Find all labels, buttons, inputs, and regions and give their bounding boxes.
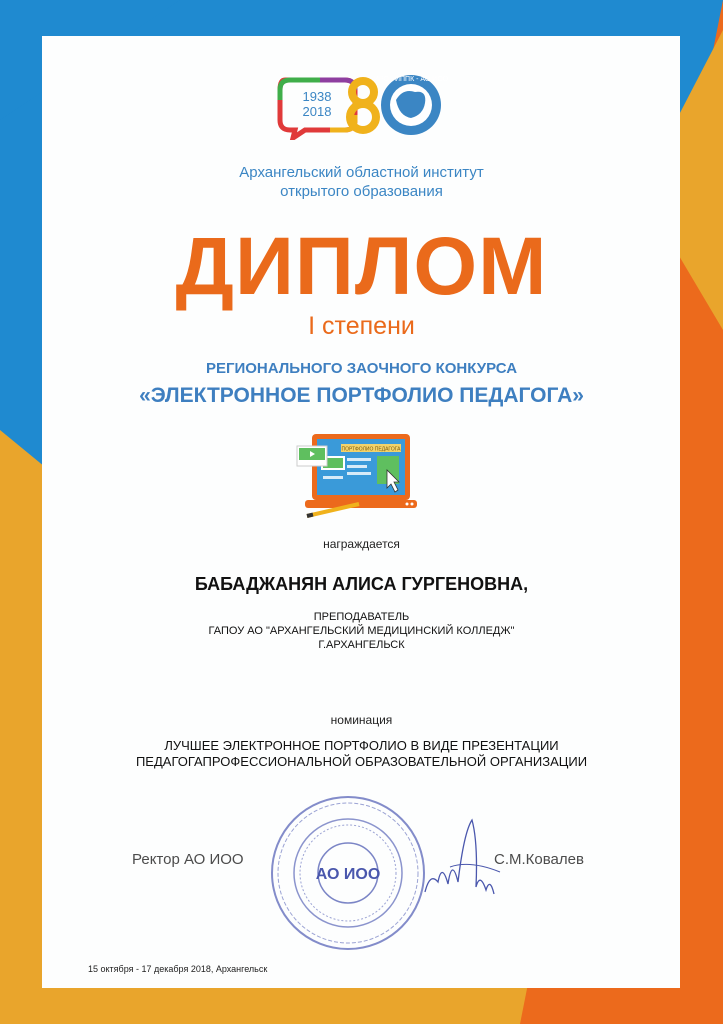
recipient-city: Г.АРХАНГЕЛЬСК	[318, 639, 405, 651]
signatory-role: Ректор АО ИОО	[132, 851, 244, 868]
recipient-name: БАБАДЖАНЯН АЛИСА ГУРГЕНОВНА,	[194, 574, 529, 594]
logo-year-end: 2018	[302, 104, 332, 119]
institution-name	[0, 163, 723, 201]
signatory-name: С.М.Ковалев	[494, 851, 584, 868]
recipient-details	[0, 610, 723, 652]
logo-80-years	[275, 70, 450, 140]
institution-line1: Архангельский областной институт	[239, 164, 484, 181]
logo-ring-text: ИРО - ИППК - АО ИОО	[373, 76, 449, 83]
nomination-line1: ЛУЧШЕЕ ЭЛЕКТРОННОЕ ПОРТФОЛИО В ВИДЕ ПРЕЗЕНТАЦИИ	[164, 738, 559, 753]
portfolio-banner-text: ПОРТФОЛИО ПЕДАГОГА	[341, 446, 401, 453]
diploma-degree: I степени	[308, 312, 415, 340]
logo-year-start: 1938	[302, 89, 332, 104]
institution-line2: открытого образования	[280, 183, 443, 200]
official-stamp	[268, 793, 428, 953]
recipient-position: ПРЕПОДАВАТЕЛЬ	[313, 611, 410, 623]
nomination-text	[0, 738, 723, 770]
footer-dates: 15 октября - 17 декабря 2018, Архангельск	[88, 964, 268, 974]
nomination-label: номинация	[330, 713, 393, 727]
nomination-line2: ПЕДАГОГАПРОФЕССИОНАЛЬНОЙ ОБРАЗОВАТЕЛЬНОЙ ОРГАНИЗАЦИИ	[135, 754, 588, 769]
diploma-title: ДИПЛОМ	[175, 221, 548, 312]
laptop-portfolio-icon	[295, 432, 420, 520]
recipient-organization: ГАПОУ АО "АРХАНГЕЛЬСКИЙ МЕДИЦИНСКИЙ КОЛЛЕДЖ"	[208, 625, 515, 637]
contest-subtitle: РЕГИОНАЛЬНОГО ЗАОЧНОГО КОНКУРСА	[205, 360, 518, 377]
contest-name: «ЭЛЕКТРОННОЕ ПОРТФОЛИО ПЕДАГОГА»	[139, 384, 584, 407]
awarded-label: награждается	[323, 537, 400, 551]
stamp-center-text: АО ИОО	[315, 866, 381, 883]
